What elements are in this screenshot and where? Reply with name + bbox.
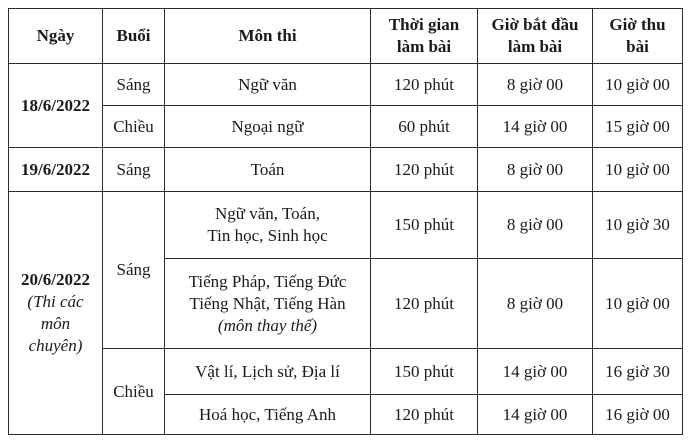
subject-cell [165,192,371,259]
date-cell [9,192,103,435]
header-mon-thi: Môn thi [165,9,371,64]
session-cell: Chiều [103,106,165,148]
date-cell: 18/6/2022 [9,64,103,148]
subject-cell: Vật lí, Lịch sử, Địa lí [165,349,371,395]
duration-cell: 120 phút [371,259,478,349]
date-text: 20/6/2022 [21,270,90,289]
date-cell: 19/6/2022 [9,148,103,192]
header-gio-bat-dau: Giờ bắt đầu làm bài [478,9,593,64]
start-time-cell: 8 giờ 00 [478,259,593,349]
start-time-cell: 14 giờ 00 [478,106,593,148]
subject-cell: Ngoại ngữ [165,106,371,148]
header-row [9,9,683,64]
duration-cell: 150 phút [371,192,478,259]
subject-cell: Hoá học, Tiếng Anh [165,395,371,435]
table-row [9,64,683,106]
session-cell: Sáng [103,192,165,349]
start-time-cell: 8 giờ 00 [478,148,593,192]
subject-line: Ngữ văn, Toán, [215,204,320,223]
end-time-cell: 10 giờ 00 [593,64,683,106]
start-time-cell: 14 giờ 00 [478,395,593,435]
end-time-cell: 10 giờ 30 [593,192,683,259]
start-time-cell: 14 giờ 00 [478,349,593,395]
subject-cell: Toán [165,148,371,192]
header-gio-thu-bai: Giờ thu bài [593,9,683,64]
duration-cell: 120 phút [371,395,478,435]
subject-note: (môn thay thế) [217,315,318,335]
end-time-cell: 10 giờ 00 [593,148,683,192]
table-row [9,106,683,148]
session-cell: Sáng [103,148,165,192]
subject-cell [165,259,371,349]
table-row [9,192,683,259]
end-time-cell: 10 giờ 00 [593,259,683,349]
exam-schedule-table [8,8,683,435]
table-row [9,148,683,192]
end-time-cell: 16 giờ 30 [593,349,683,395]
duration-cell: 120 phút [371,148,478,192]
subject-line: Tin học, Sinh học [207,226,328,245]
duration-cell: 150 phút [371,349,478,395]
table-row [9,349,683,395]
session-cell: Chiều [103,349,165,435]
end-time-cell: 15 giờ 00 [593,106,683,148]
start-time-cell: 8 giờ 00 [478,64,593,106]
session-cell: Sáng [103,64,165,106]
duration-cell: 60 phút [371,106,478,148]
date-note: (Thi các môn chuyên) [27,292,84,355]
start-time-cell: 8 giờ 00 [478,192,593,259]
duration-cell: 120 phút [371,64,478,106]
subject-line: Tiếng Nhật, Tiếng Hàn [189,293,346,313]
subject-line: Tiếng Pháp, Tiếng Đức [188,271,347,291]
header-thoi-gian: Thời gian làm bài [371,9,478,64]
header-buoi: Buổi [103,9,165,64]
subject-cell: Ngữ văn [165,64,371,106]
end-time-cell: 16 giờ 00 [593,395,683,435]
header-ngay: Ngày [9,9,103,64]
